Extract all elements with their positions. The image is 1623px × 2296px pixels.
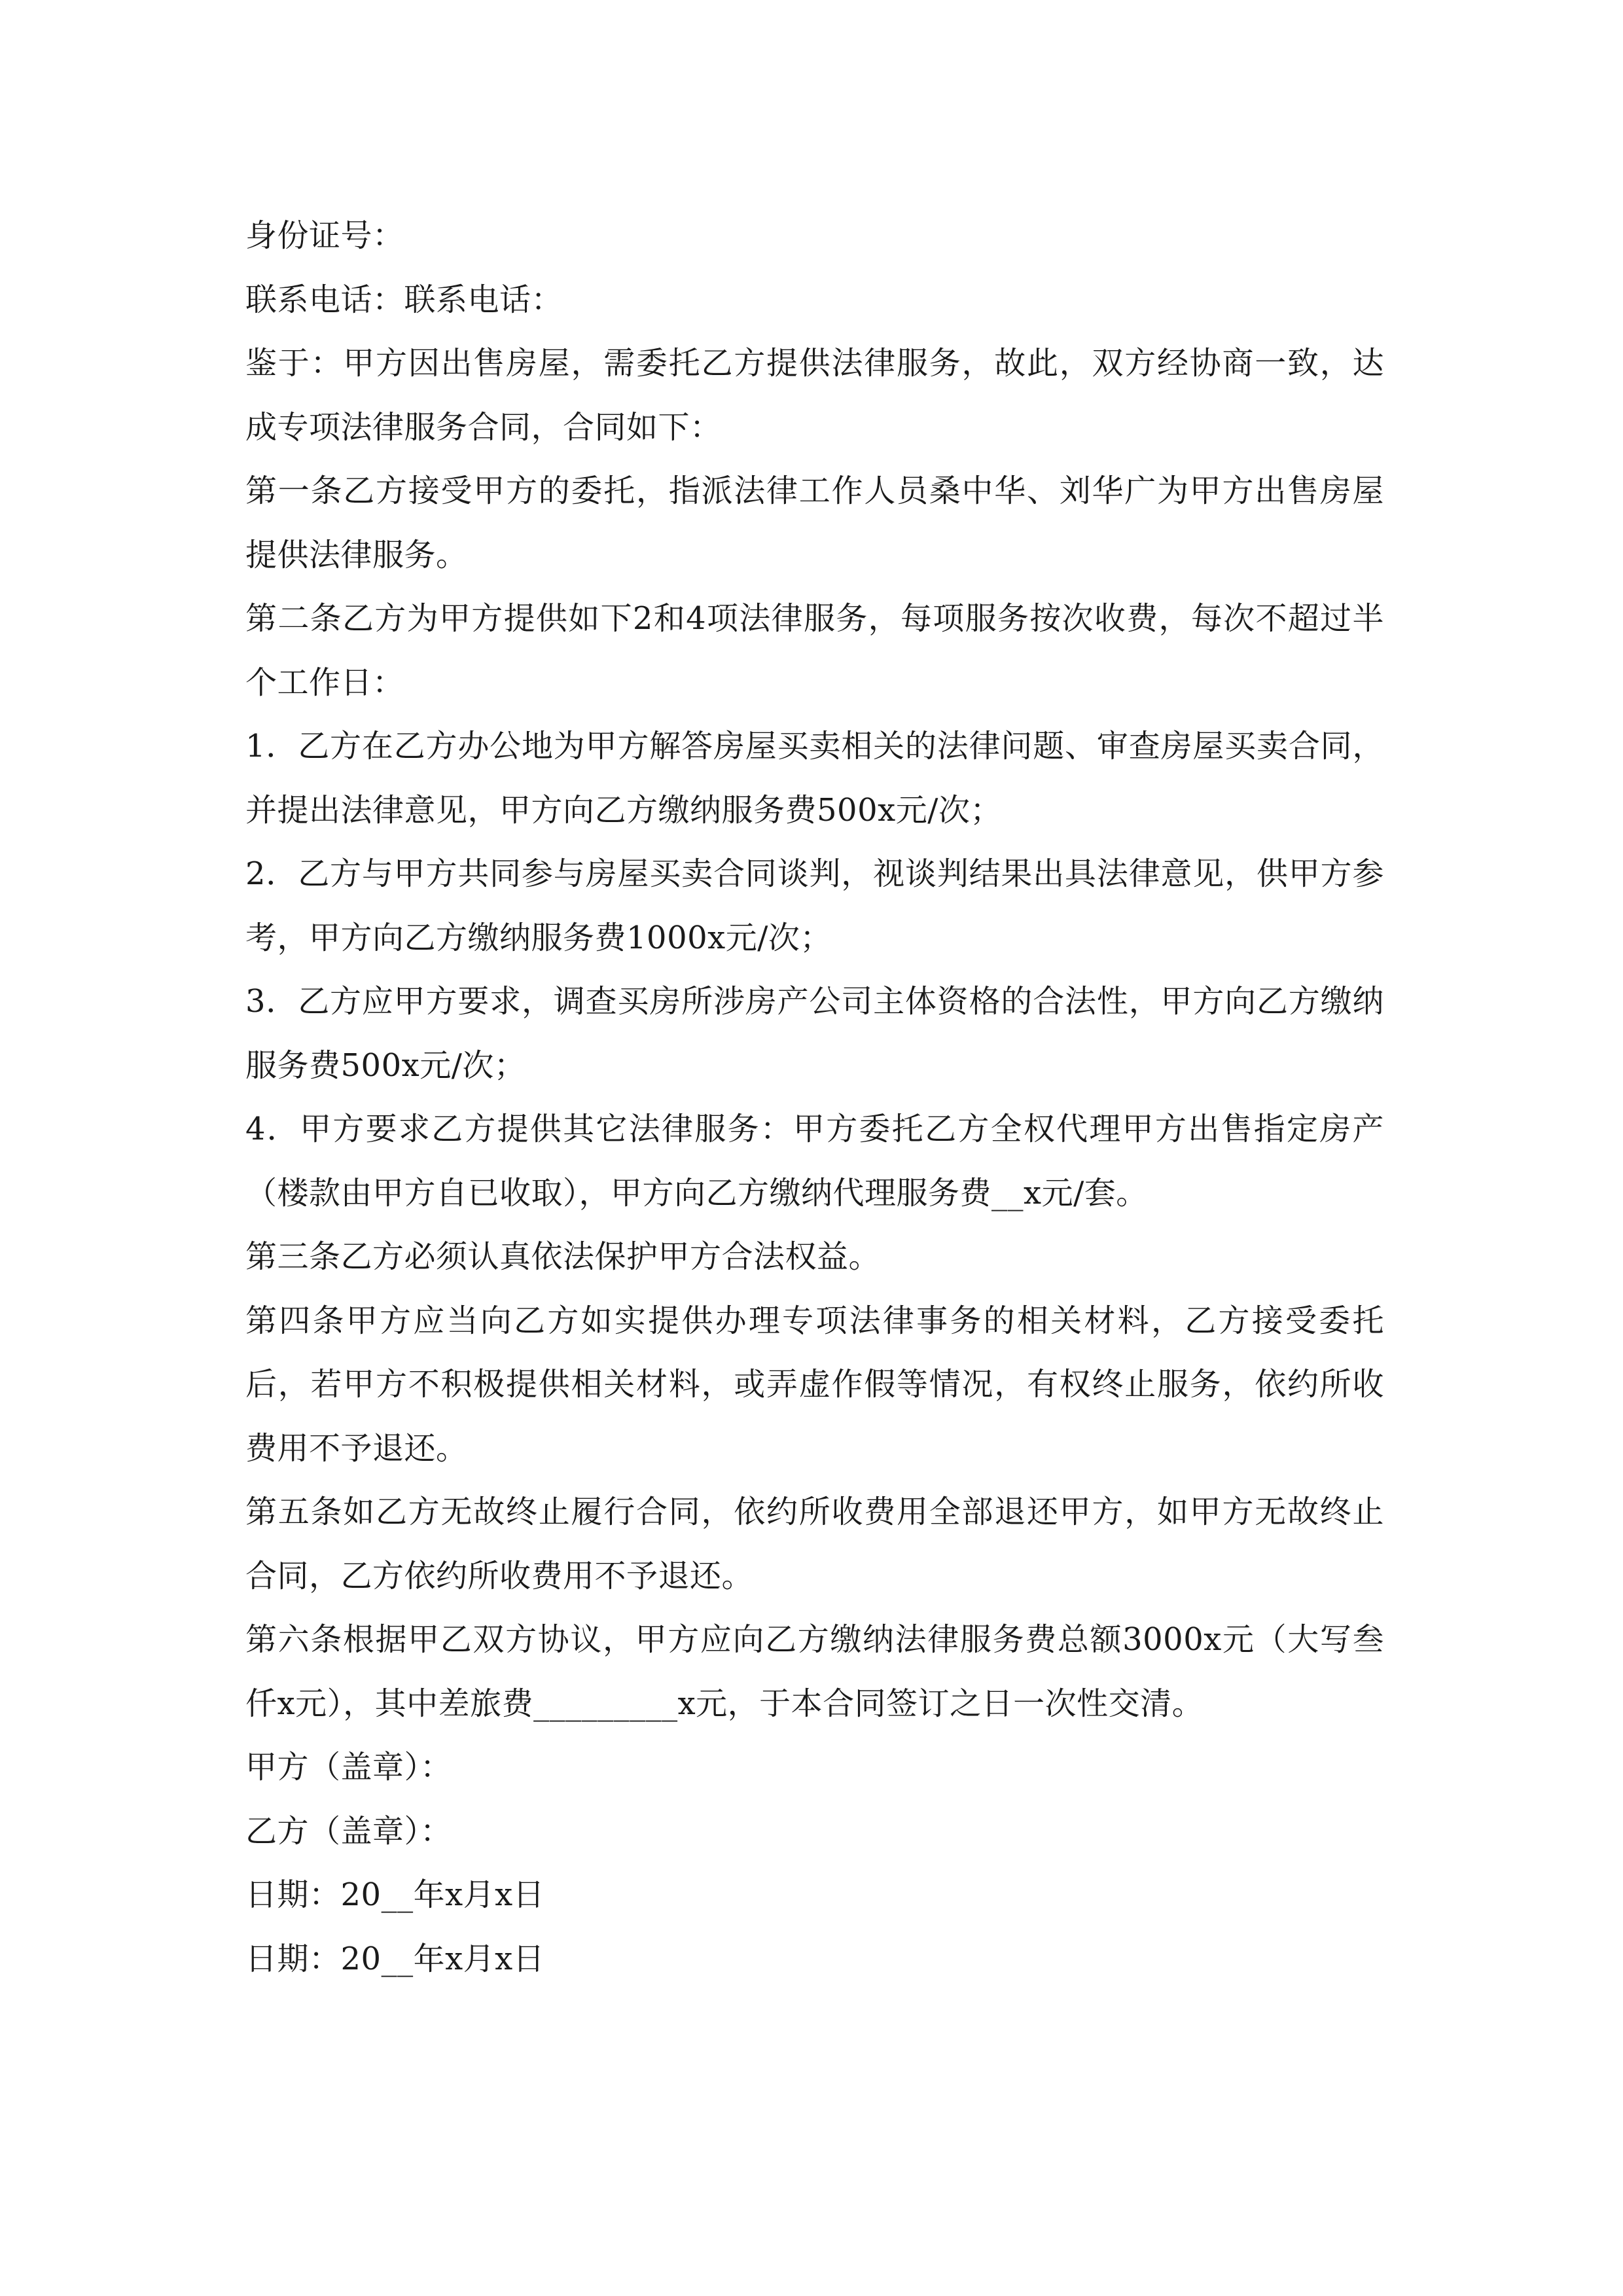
date-line-2: 日期：20__年x月x日 — [245, 1940, 545, 1977]
article-5-paragraph: 第五条如乙方无故终止履行合同，依约所收费用全部退还甲方，如甲方无故终止合同，乙方依约所收费用不予退还。 — [245, 1494, 1384, 1594]
date-line-1: 日期：20__年x月x日 — [245, 1876, 545, 1913]
service-item-2: 2．乙方与甲方共同参与房屋买卖合同谈判，视谈判结果出具法律意见，供甲方参考，甲方向乙方缴纳服务费1000x元/次； — [245, 855, 1384, 956]
preamble-paragraph: 鉴于：甲方因出售房屋，需委托乙方提供法律服务，故此，双方经协商一致，达成专项法律服务合同，合同如下： — [245, 345, 1384, 446]
service-item-1: 1．乙方在乙方办公地为甲方解答房屋买卖相关的法律问题、审查房屋买卖合同，并提出法律意见，甲方向乙方缴纳服务费500x元/次； — [245, 728, 1384, 829]
service-item-4: 4．甲方要求乙方提供其它法律服务：甲方委托乙方全权代理甲方出售指定房产（楼款由甲方自已收取），甲方向乙方缴纳代理服务费__x元/套。 — [245, 1111, 1384, 1211]
article-4-paragraph: 第四条甲方应当向乙方如实提供办理专项法律事务的相关材料，乙方接受委托后，若甲方不积极提供相关材料，或弄虚作假等情况，有权终止服务，依约所收费用不予退还。 — [245, 1302, 1384, 1467]
service-item-3: 3．乙方应甲方要求，调查买房所涉房产公司主体资格的合法性，甲方向乙方缴纳服务费500x元/次； — [245, 983, 1384, 1084]
article-3-paragraph: 第三条乙方必须认真依法保护甲方合法权益。 — [245, 1238, 881, 1275]
article-2-paragraph: 第二条乙方为甲方提供如下2和4项法律服务，每项服务按次收费，每次不超过半个工作日： — [245, 600, 1384, 701]
party-a-seal-line: 甲方（盖章）： — [245, 1749, 452, 1785]
document-body — [245, 204, 1384, 1991]
party-b-seal-line: 乙方（盖章）： — [245, 1812, 452, 1850]
article-1-paragraph: 第一条乙方接受甲方的委托，指派法律工作人员桑中华、刘华广为甲方出售房屋提供法律服务。 — [245, 473, 1384, 573]
phone-line: 联系电话：联系电话： — [245, 281, 563, 318]
id-number-line: 身份证号： — [245, 217, 404, 254]
article-6-paragraph: 第六条根据甲乙双方协议，甲方应向乙方缴纳法律服务费总额3000x元（大写叁仟x元），其中差旅费_________x元，于本合同签订之日一次性交清。 — [245, 1621, 1384, 1722]
